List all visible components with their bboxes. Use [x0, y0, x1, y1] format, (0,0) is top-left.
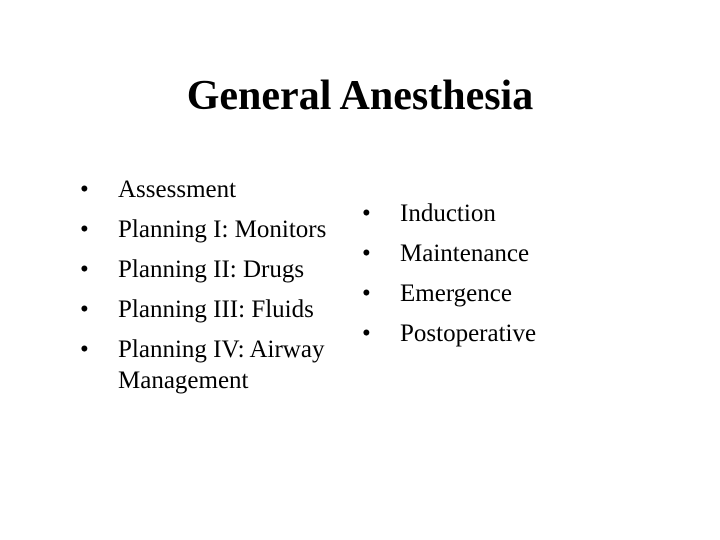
bullet-icon: •	[80, 176, 89, 203]
bullet-icon: •	[362, 320, 371, 347]
list-item-label: Induction	[400, 200, 496, 227]
list-item-planning-drugs	[80, 250, 365, 290]
right-bullet-list	[362, 194, 582, 354]
bullet-icon: •	[80, 336, 89, 363]
list-item-maintenance	[362, 234, 582, 274]
list-item-label: Postoperative	[400, 320, 537, 347]
list-item-induction	[362, 194, 582, 234]
bullet-icon: •	[80, 296, 89, 323]
list-item-assessment	[80, 170, 365, 210]
list-item-emergence	[362, 274, 582, 314]
list-item-label: Planning IV: Airway	[118, 336, 325, 363]
list-item-continuation: Management	[118, 367, 249, 394]
slide-title: General Anesthesia	[186, 73, 534, 119]
list-item-label: Maintenance	[400, 240, 530, 267]
list-item-label: Planning I: Monitors	[118, 216, 327, 243]
left-bullet-list	[80, 170, 365, 396]
bullet-icon: •	[80, 256, 89, 283]
list-item-planning-airway	[80, 330, 365, 396]
list-item-label: Planning III: Fluids	[118, 296, 314, 323]
bullet-icon: •	[362, 200, 371, 227]
list-item-label: Emergence	[400, 280, 512, 307]
bullet-icon: •	[362, 280, 371, 307]
list-item-planning-fluids	[80, 290, 365, 330]
list-item-postoperative	[362, 314, 582, 354]
bullet-icon: •	[362, 240, 371, 267]
list-item-planning-monitors	[80, 210, 365, 250]
bullet-icon: •	[80, 216, 89, 243]
list-item-label: Assessment	[118, 176, 237, 203]
list-item-label: Planning II: Drugs	[118, 256, 305, 283]
